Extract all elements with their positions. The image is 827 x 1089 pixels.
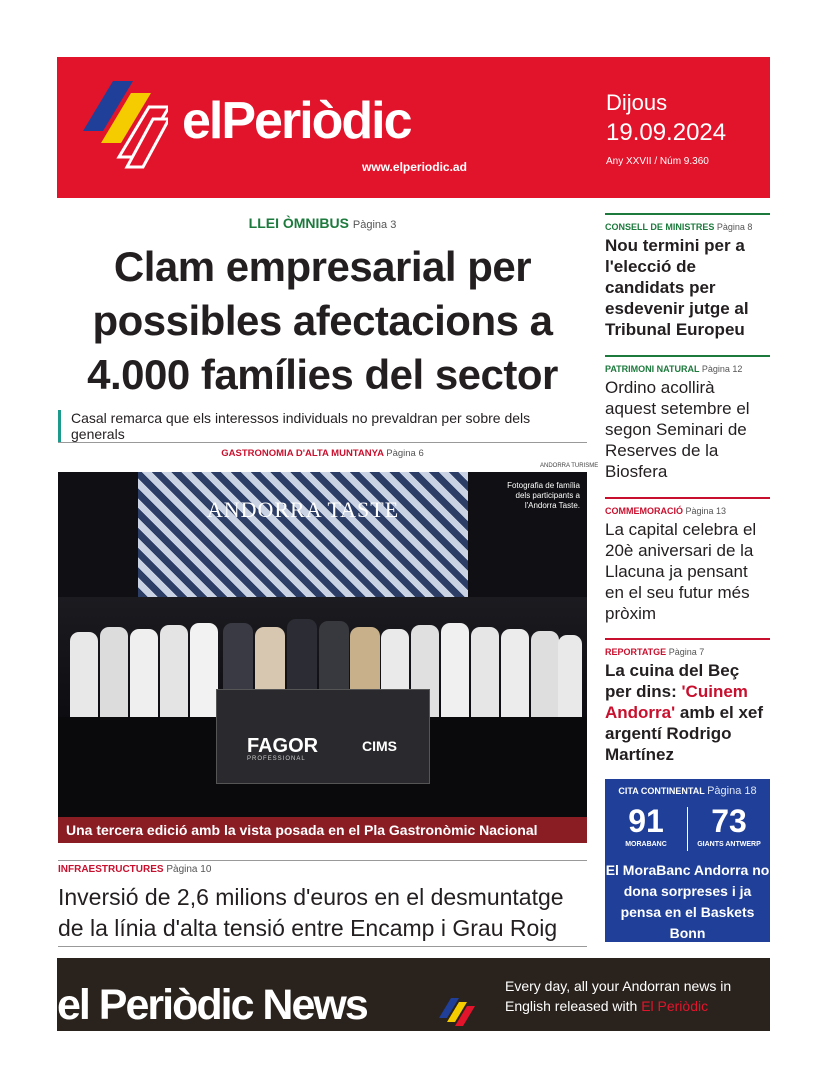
sidebar-headline[interactable]: La capital celebra el 20è aniversari de la Llacuna ja pensant en el seu futur més pròxim <box>605 520 757 623</box>
sponsor-counter <box>216 689 430 784</box>
news-banner[interactable] <box>57 958 770 1031</box>
fagor-logo-sub: PROFESSIONAL <box>247 756 306 762</box>
home-team: MORABANC <box>625 841 667 848</box>
andorra-flag-icon <box>437 998 477 1030</box>
sidebar-page-ref: Pàgina 7 <box>668 647 705 657</box>
sidebar-kicker <box>605 647 770 657</box>
sidebar-kicker <box>605 222 770 232</box>
lead-page-ref: Pàgina 3 <box>352 219 397 231</box>
banner-text-brand: El Periòdic <box>641 998 709 1014</box>
sidebar-rule <box>605 638 770 640</box>
sidebar-section: REPORTATGE <box>605 647 667 657</box>
banner-text-main: Every day, all your Andorran news in English released with <box>505 978 732 1014</box>
home-score: 91 <box>628 803 664 839</box>
away-score: 73 <box>711 803 747 839</box>
sidebar-kicker <box>605 506 770 516</box>
issue-date: 19.09.2024 <box>606 119 727 146</box>
infra-headline[interactable]: Inversió de 2,6 milions d'euros en el desmuntatge de la línia d'alta tensió entre Encamp i Grau Roig <box>58 884 564 941</box>
site-url[interactable]: www.elperiodic.ad <box>362 160 467 174</box>
lead-headline[interactable]: Clam empresarial per possibles afectacions a 4.000 famílies del sector <box>87 243 558 398</box>
issue-number: Any XXVII / Núm 9.360 <box>606 156 709 167</box>
sidebar-rule <box>605 213 770 215</box>
infra-section: INFRAESTRUCTURES <box>58 864 164 875</box>
headline-part: amb el xef argentí Rodrigo Martínez <box>605 703 764 764</box>
divider <box>58 442 587 443</box>
sidebar-headline[interactable] <box>605 660 770 765</box>
photo-kicker <box>58 448 587 459</box>
lead-section: LLEI ÒMNIBUS <box>248 215 349 231</box>
sidebar-section: PATRIMONI NATURAL <box>605 364 700 374</box>
screen-title: ANDORRA TASTE <box>206 497 400 522</box>
sidebar-page-ref: Pàgina 12 <box>701 364 743 374</box>
sidebar-headline[interactable]: Ordino acollirà aquest setembre el segon Seminari de Reserves de la Biosfera <box>605 378 750 481</box>
sidebar-story-2[interactable] <box>605 364 770 482</box>
photo-page-ref: Pàgina 6 <box>386 448 424 459</box>
issue-day: Dijous <box>606 90 668 115</box>
sidebar-story-1[interactable] <box>605 222 770 340</box>
lead-deck: Casal remarca que els interessos individuals no prevaldran per sobre dels generals <box>58 410 587 442</box>
projection-screen <box>138 472 468 597</box>
score-kicker <box>605 785 770 797</box>
news-photo[interactable] <box>58 472 587 817</box>
divider <box>58 860 587 861</box>
headline-part: La cuina del Beç per dins: <box>605 661 740 701</box>
sidebar-page-ref: Pàgina 13 <box>685 506 727 516</box>
masthead-logo[interactable]: elPeriòdic <box>182 92 411 150</box>
sidebar-section: COMMEMORACIÓ <box>605 506 683 516</box>
score-section: CITA CONTINENTAL <box>618 786 705 796</box>
lead-kicker <box>58 215 587 231</box>
infra-page-ref: Pàgina 10 <box>166 864 212 875</box>
sidebar-page-ref: Pàgina 8 <box>716 222 753 232</box>
photo-caption: Fotografia de família dels participants a l'Andorra Taste. <box>507 481 580 510</box>
sidebar-rule <box>605 497 770 499</box>
sidebar-story-3[interactable] <box>605 506 770 624</box>
sidebar-section: CONSELL DE MINISTRES <box>605 222 715 232</box>
cims-logo: CIMS <box>362 738 397 754</box>
sidebar-headline[interactable]: Nou termini per a l'elecció de candidats per esdevenir jutge al Tribunal Europeu <box>605 236 749 339</box>
fagor-logo: FAGOR <box>247 735 319 757</box>
banner-text <box>505 976 767 1016</box>
photo-section: GASTRONOMIA D'ALTA MUNTANYA <box>221 448 384 459</box>
score-headline[interactable]: El MoraBanc Andorra no dona sorpreses i ja pensa en el Baskets Bonn <box>605 862 770 941</box>
photo-headline[interactable]: Una tercera edició amb la vista posada en el Pla Gastronòmic Nacional <box>58 817 587 843</box>
sidebar-kicker <box>605 364 770 374</box>
score-page-ref: Pàgina 18 <box>707 785 757 797</box>
score-box[interactable] <box>605 779 770 942</box>
sidebar-rule <box>605 355 770 357</box>
photo-credit: ANDORRA TURISME <box>540 463 599 469</box>
divider <box>58 946 587 947</box>
away-team: GIANTS ANTWERP <box>697 841 761 848</box>
headline-highlight: 'Cuinem Andorra' <box>605 682 748 722</box>
sidebar-story-4[interactable] <box>605 647 770 765</box>
banner-logo: el Periòdic News <box>57 981 367 1029</box>
andorra-flag-logo-icon <box>83 81 168 171</box>
infra-kicker <box>58 864 211 875</box>
masthead <box>57 57 770 198</box>
